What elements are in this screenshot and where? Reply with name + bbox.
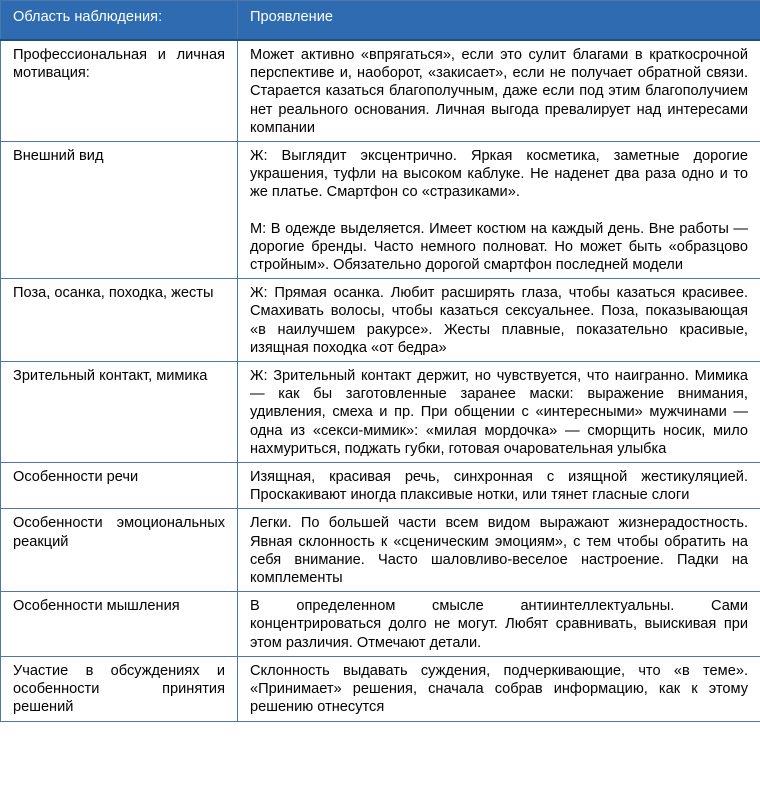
area-cell: Поза, осанка, походка, жесты	[1, 279, 238, 362]
manifestation-text: Изящная, красивая речь, синхронная с изящной жестикуляцией. Проскакивают иногда плаксивые нотки, или тянет гласные слоги	[250, 469, 748, 504]
area-cell: Профессиональная и личная мотивация:	[1, 40, 238, 142]
manifestation-cell	[238, 656, 760, 721]
manifestation-cell	[238, 279, 760, 362]
manifestation-text: Ж: Зрительный контакт держит, но чувствуется, что наигранно. Мимика — как бы заготовленные заранее маски: выражение внимания, удивления, смеха и пр. При общении с «интересными» мужчинами — одна из «секси-мимик»: «милая мордочка» — сморщить носик, мило нахмуриться, поджать губки, готовая очаровательная улыбка	[250, 368, 748, 457]
area-cell: Особенности мышления	[1, 592, 238, 657]
table-row	[1, 509, 760, 592]
manifestation-cell	[238, 509, 760, 592]
area-cell: Внешний вид	[1, 142, 238, 279]
manifestation-cell	[238, 40, 760, 142]
manifestation-cell	[238, 362, 760, 463]
table-row	[1, 40, 760, 142]
manifestation-text: В определенном смысле антиинтеллектуальны. Сами концентрироваться долго не могут. Любят сравнивать, выискивая при этом различия. Отмечают детали.	[250, 598, 748, 651]
manifestation-text: Склонность выдавать суждения, подчеркивающие, что «в теме». «Принимает» решения, сначала собрав информацию, как к этому решению отнесутся	[250, 662, 748, 716]
header-row	[1, 1, 760, 41]
manifestation-text: Легки. По большей части всем видом выражают жизнерадостность. Явная склонность к «сценическим эмоциям», с тем чтобы обратить на себя внимание. Часто шаловливо-веселое настроение. Падки на комплементы	[250, 515, 748, 587]
manifestation-cell	[238, 142, 760, 279]
table-row	[1, 279, 760, 362]
header-area: Область наблюдения:	[1, 1, 238, 41]
area-cell: Особенности эмоциональных реакций	[1, 509, 238, 592]
manifestation-text: Ж: Прямая осанка. Любит расширять глаза, чтобы казаться красивее. Смахивать волосы, чтобы казаться сексуальнее. Поза, показывающая «в наилучшем ракурсе». Жесты плавные, показательно красивые, изящная походка «от бедра»	[250, 285, 748, 356]
table-row	[1, 142, 760, 279]
header-manifestation: Проявление	[238, 1, 760, 41]
manifestation-text: М: В одежде выделяется. Имеет костюм на каждый день. Вне работы — дорогие бренды. Часто немного полноват. Но может быть «образцово стройным». Обязательно дорогой смартфон последней модели	[250, 220, 748, 274]
manifestation-cell	[238, 463, 760, 509]
area-cell: Особенности речи	[1, 463, 238, 509]
area-cell: Зрительный контакт, мимика	[1, 362, 238, 463]
area-cell: Участие в обсуждениях и особенности принятия решений	[1, 656, 238, 721]
manifestation-cell	[238, 592, 760, 657]
manifestation-text: Ж: Выглядит эксцентрично. Яркая косметика, заметные дорогие украшения, туфли на высоком каблуке. Не наденет два раза одно и то же платье. Смартфон со «стразиками».	[250, 148, 748, 201]
table-row	[1, 463, 760, 509]
table-row	[1, 656, 760, 721]
manifestation-text: Может активно «впрягаться», если это сулит благами в краткосрочной перспективе и, наоборот, «закисает», если не получает обратной связи. Старается казаться благополучным, даже если под этим благополучием нет реального основания. Личная выгода превалирует над интересами компании	[250, 47, 748, 136]
table-row	[1, 592, 760, 657]
table-row	[1, 362, 760, 463]
